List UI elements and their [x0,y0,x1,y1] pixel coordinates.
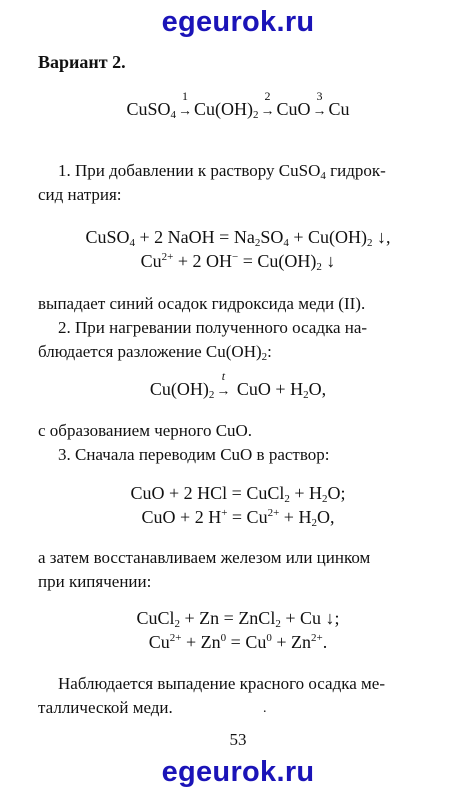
paragraph-2: выпадает синий осадок гидроксида меди (II). [38,294,366,313]
reaction-scheme [0,89,476,123]
scheme-arrow-2: 2 → [260,89,275,119]
paragraph-3-line-1: 2. При нагревании полученного осадка на- [58,318,368,337]
watermark-bottom[interactable]: egeurok.ru [161,756,315,788]
equation-3: $Cu(OH)_2$ t → CuO + $H_2O$, [149,369,327,401]
paragraph-1-line-1: 1. При добавлении к раствору CuSO$_4$ гидрок- [58,161,386,182]
paragraph-1-line-2: сид натрия: [38,185,122,204]
paragraph-5: 3. Сначала переводим CuO в раствор: [58,445,330,464]
watermark-top[interactable]: egeurok.ru [161,6,315,38]
scheme-formula-cuso4: CuSO$_4$ [126,99,176,121]
paragraph-6-line-1: а затем восстанавливаем железом или цинком [38,548,371,567]
equation-2: $Cu^{2+} + 2$ $OH^- = Cu(OH)_2$ ↓ [140,251,336,273]
page-number: 53 [229,730,247,749]
variant-heading: Вариант 2. [38,52,126,72]
stray-dot: . [263,701,267,716]
equation-1: CuSO$_4$ + 2 NaOH = $Na_2SO_4 + Cu(OH)_2$ ↓, [85,227,391,249]
equation-5: CuO + 2 $H^+ = Cu^{2+} + H_2O$, [141,507,335,529]
scheme-formula-cuo: CuO [276,99,311,119]
paragraph-3-line-2: блюдается разложение $Cu(OH)_2$: [38,342,272,363]
scheme-formula-cu: Cu [328,99,350,119]
equation-6: CuCl$_2$ + Zn = ZnCl$_2$ + Cu ↓; [136,608,340,630]
paragraph-7-line-1: Наблюдается выпадение красного осадка ме- [58,674,386,693]
paragraph-4: с образованием черного CuO. [38,421,253,440]
scheme-arrow-3: 3 → [312,89,327,119]
equation-4: CuO + 2 HCl = CuCl$_2$ + $H_2O$; [130,483,346,505]
paragraph-6-line-2: при кипячении: [38,572,152,591]
scheme-arrow-1: 1 → [177,89,192,119]
scheme-formula-cuoh2: $Cu(OH)_2$ [193,99,259,121]
heating-arrow: t → [216,369,231,399]
paragraph-7-line-2: таллической меди. [38,698,173,717]
equation-7: $Cu^{2+} + Zn^0 = Cu^0 + Zn^{2+}$. [148,632,328,652]
